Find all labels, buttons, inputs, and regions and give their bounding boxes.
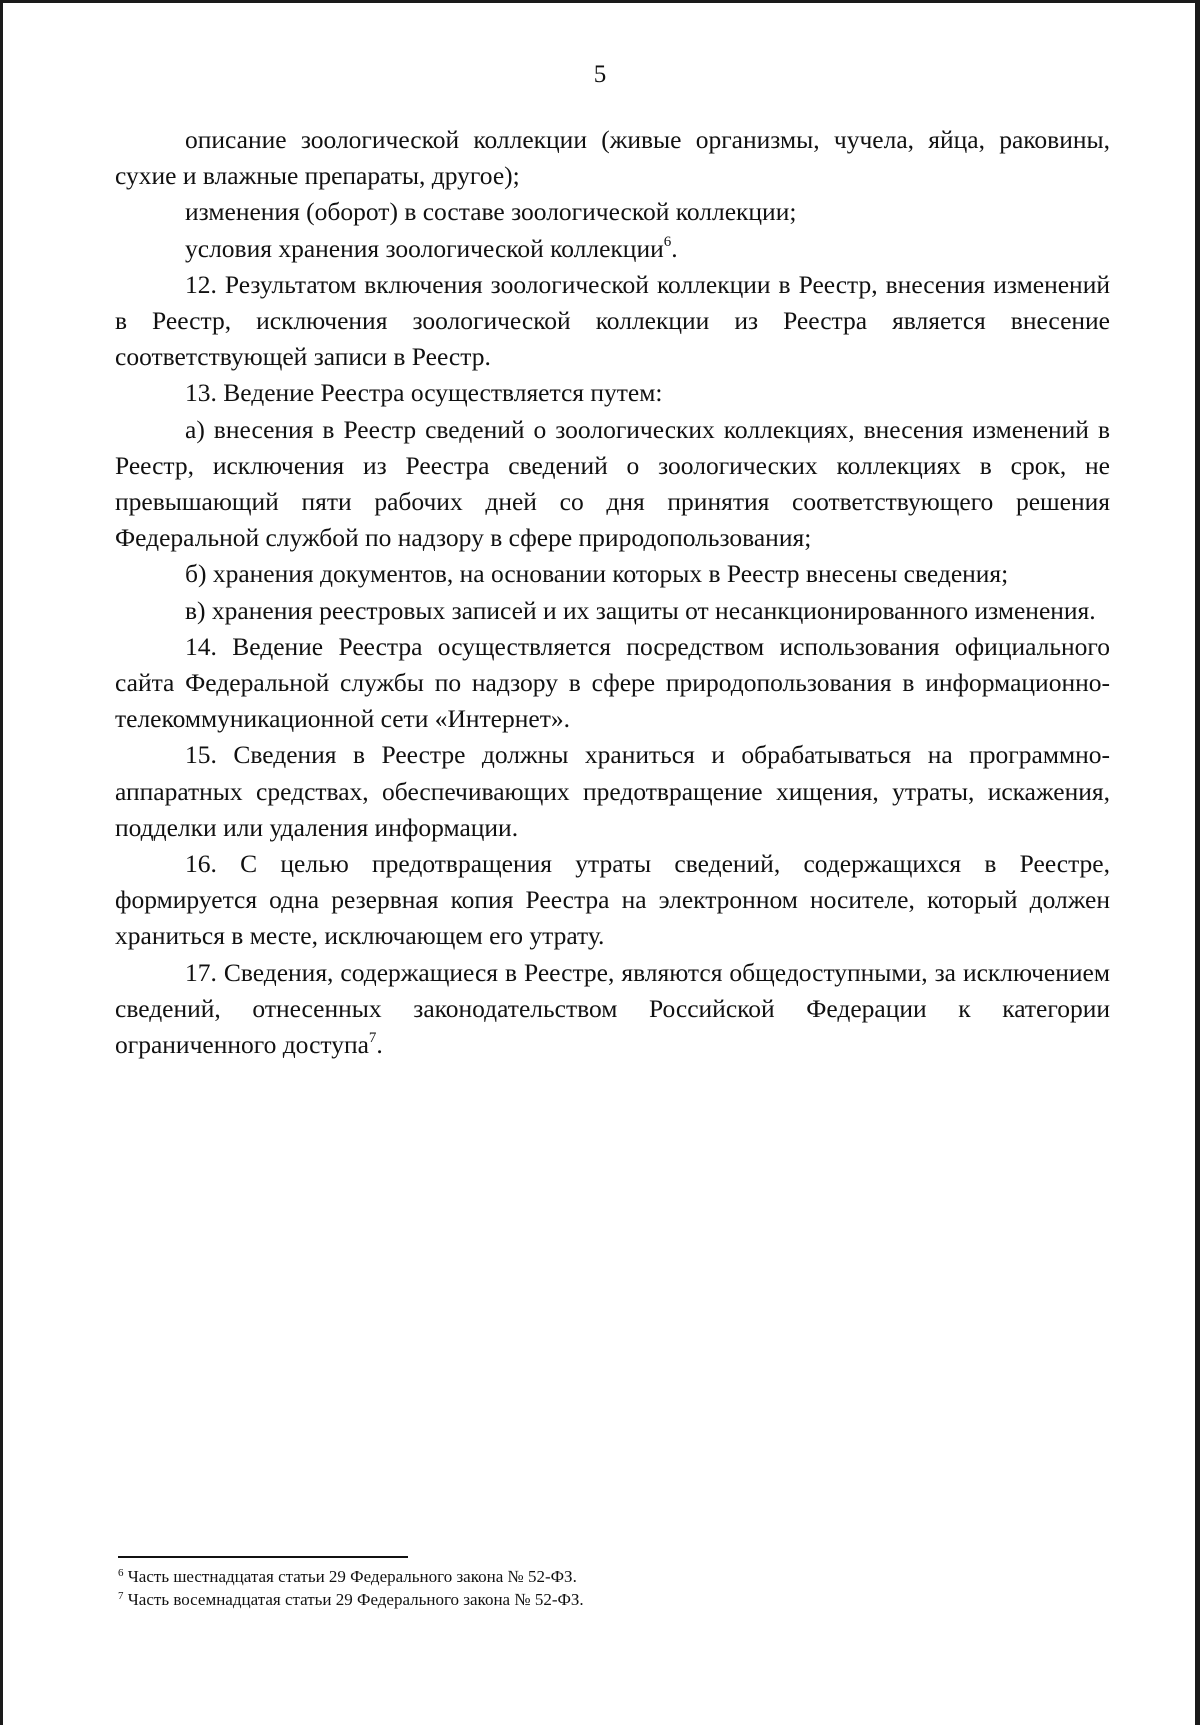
footnote-6: $^6$ Часть шестнадцатая статьи 29 Федерального закона № 52-ФЗ. bbox=[118, 1567, 577, 1586]
paragraph-storage-conditions: условия хранения зоологической коллекции$^6$. bbox=[185, 233, 678, 263]
footnote-ref-7: 7 bbox=[368, 1030, 377, 1047]
footnote-separator bbox=[118, 1556, 408, 1558]
scan-edge-left bbox=[0, 0, 3, 1725]
scan-edge-top bbox=[0, 0, 1200, 3]
paragraph-collection-description: описание зоологической коллекции (живые организмы, чучела, яйца, раковины, сухие и влажные препараты, другое); bbox=[115, 125, 1110, 191]
footnotes bbox=[118, 1565, 1018, 1611]
paragraph-item-13-a: а) внесения в Реестр сведений о зоологических коллекциях, внесения изменений в Реестр, исключения из Реестра сведений о зоологических коллекциях в срок, не превышающий пяти рабочих дней со дня принятия соответствующего решения Федеральной службой по надзору в сфере природопользования; bbox=[115, 414, 1110, 553]
paragraph-item-13-b: б) хранения документов, на основании которых в Реестр внесены сведения; bbox=[185, 559, 1009, 589]
paragraph-item-17: 17. Сведения, содержащиеся в Реестре, являются общедоступными, за исключением сведений, отнесенных законодательством Российской Федерации к категории ограниченного доступа$^7$. bbox=[115, 957, 1110, 1060]
paragraph-item-16: 16. С целью предотвращения утраты сведений, содержащихся в Реестре, формируется одна резервная копия Реестра на электронном носителе, который должен храниться в месте, исключающем его утрату. bbox=[115, 849, 1110, 951]
paragraph-item-14: 14. Ведение Реестра осуществляется посредством использования официального сайта Федеральной службы по надзору в сфере природопользования в информационно-телекоммуникационной сети «Интернет». bbox=[115, 631, 1110, 734]
paragraph-item-15: 15. Сведения в Реестре должны храниться и обрабатываться на программно-аппаратных средствах, обеспечивающих предотвращение хищения, утраты, искажения, подделки или удаления информации. bbox=[115, 740, 1110, 842]
scan-edge-right bbox=[1195, 0, 1200, 1725]
paragraph-collection-changes: изменения (оборот) в составе зоологической коллекции; bbox=[185, 197, 797, 227]
footnote-7: $^7$ Часть восемнадцатая статьи 29 Федерального закона № 52-ФЗ. bbox=[118, 1590, 584, 1609]
paragraph-item-12: 12. Результатом включения зоологической коллекции в Реестр, внесения изменений в Реестр, исключения зоологической коллекции из Реестра является внесение соответствующей записи в Реестр. bbox=[115, 269, 1110, 372]
footnote-ref-6: 6 bbox=[663, 233, 672, 250]
paragraph-item-13: 13. Ведение Реестра осуществляется путем: bbox=[185, 378, 663, 408]
paragraph-item-13-v: в) хранения реестровых записей и их защиты от несанкционированного изменения. bbox=[185, 595, 1096, 625]
page-number: 5 bbox=[593, 61, 607, 88]
document-body bbox=[115, 122, 1110, 1063]
